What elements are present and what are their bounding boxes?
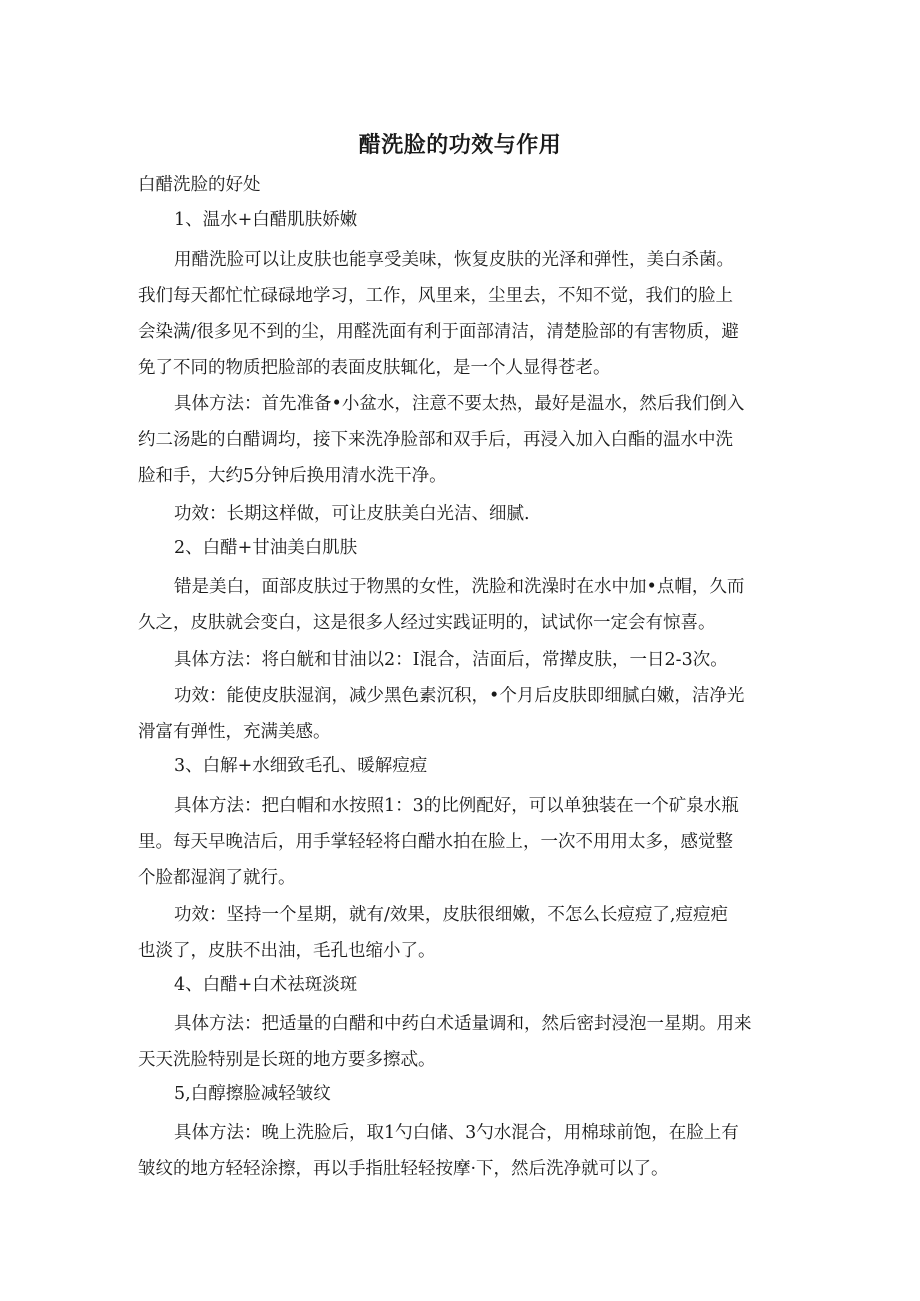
paragraph-line: 里。每天早晚洁后，用手掌轻轻将白醋水拍在脸上，一次不用用太多，感觉整 — [138, 832, 733, 852]
document-title: 醋洗脸的功效与作用 — [358, 133, 562, 158]
item-heading-1: 1、温水+白醋肌肤娇嫩 — [174, 210, 358, 230]
paragraph-line: 个脸都湿润了就行。 — [138, 868, 296, 888]
item-heading-3: 3、白解+水细致毛孔、暖解痘痘 — [174, 756, 428, 776]
paragraph-line: 具体方法：首先准备•小盆水，注意不要太热，最好是温水，然后我们倒入 — [174, 394, 745, 414]
paragraph-line: 功效：长期这样做，可让皮肤美白光洁、细腻. — [174, 504, 530, 524]
section-heading: 白醋洗脸的好处 — [138, 175, 261, 195]
paragraph-line: 具体方法：晚上洗脸后，取1勺白储、3勺水混合，用棉球前饱，在脸上有 — [174, 1123, 739, 1143]
item-heading-2: 2、白醋+甘油美白肌肤 — [174, 538, 358, 558]
paragraph-line: 用醋洗脸可以让皮肤也能享受美味，恢复皮肤的光泽和弹性，美白杀菌。 — [174, 250, 734, 270]
paragraph-line: 也淡了，皮肤不出油，毛孔也缩小了。 — [138, 941, 436, 961]
paragraph-line: 具体方法：把白帽和水按照1：3的比例配好，可以单独装在一个矿泉水瓶 — [174, 796, 739, 816]
paragraph-line: 具体方法：将白觥和甘油以2：I混合，洁面后，常撵皮肤，一日2-3次。 — [174, 650, 728, 670]
paragraph-line: 功效：坚持一个星期，就有/效果，皮肤很细嫩，不怎么长痘痘了,痘痘疤 — [174, 905, 728, 925]
paragraph-line: 功效：能使皮肤湿润，减少黑色素沉积，•个月后皮肤即细腻白嫩，洁净光 — [174, 686, 745, 706]
item-heading-4: 4、白醋+白术祛斑淡斑 — [174, 975, 358, 995]
paragraph-line: 天天洗脸特别是长斑的地方要多擦忒。 — [138, 1050, 436, 1070]
paragraph-line: 皱纹的地方轻轻涂擦，再以手指肚轻轻按摩·下，然后洗净就可以了。 — [138, 1159, 669, 1179]
paragraph-line: 会染满/很多见不到的尘，用醛洗面有利于面部清洁，清楚脸部的有害物质，避 — [138, 322, 739, 342]
paragraph-line: 我们每天都忙忙碌碌地学习，工作，风里来，尘里去，不知不觉，我们的脸上 — [138, 286, 733, 306]
paragraph-line: 错是美白，面部皮肤过于物黑的女性，洗脸和洗澡时在水中加•点帽，久而 — [174, 577, 745, 597]
paragraph-line: 约二汤匙的白醋调均，接下来洗净脸部和双手后，再浸入加入白酯的温水中洗 — [138, 430, 733, 450]
paragraph-line: 久之，皮肤就会变白，这是很多人经过实践证明的，试试你一定会有惊喜。 — [138, 613, 716, 633]
paragraph-line: 滑富有弹性，充满美感。 — [138, 722, 331, 742]
paragraph-line: 具体方法：把适量的白醋和中药白术适量调和，然后密封浸泡一星期。用来 — [174, 1014, 752, 1034]
paragraph-line: 脸和手，大约5分钟后换用清水洗干净。 — [138, 466, 447, 486]
item-heading-5: 5,白醇擦脸减轻皱纹 — [174, 1084, 331, 1104]
paragraph-line: 免了不同的物质把脸部的表面皮肤辄化，是一个人显得苍老。 — [138, 358, 611, 378]
